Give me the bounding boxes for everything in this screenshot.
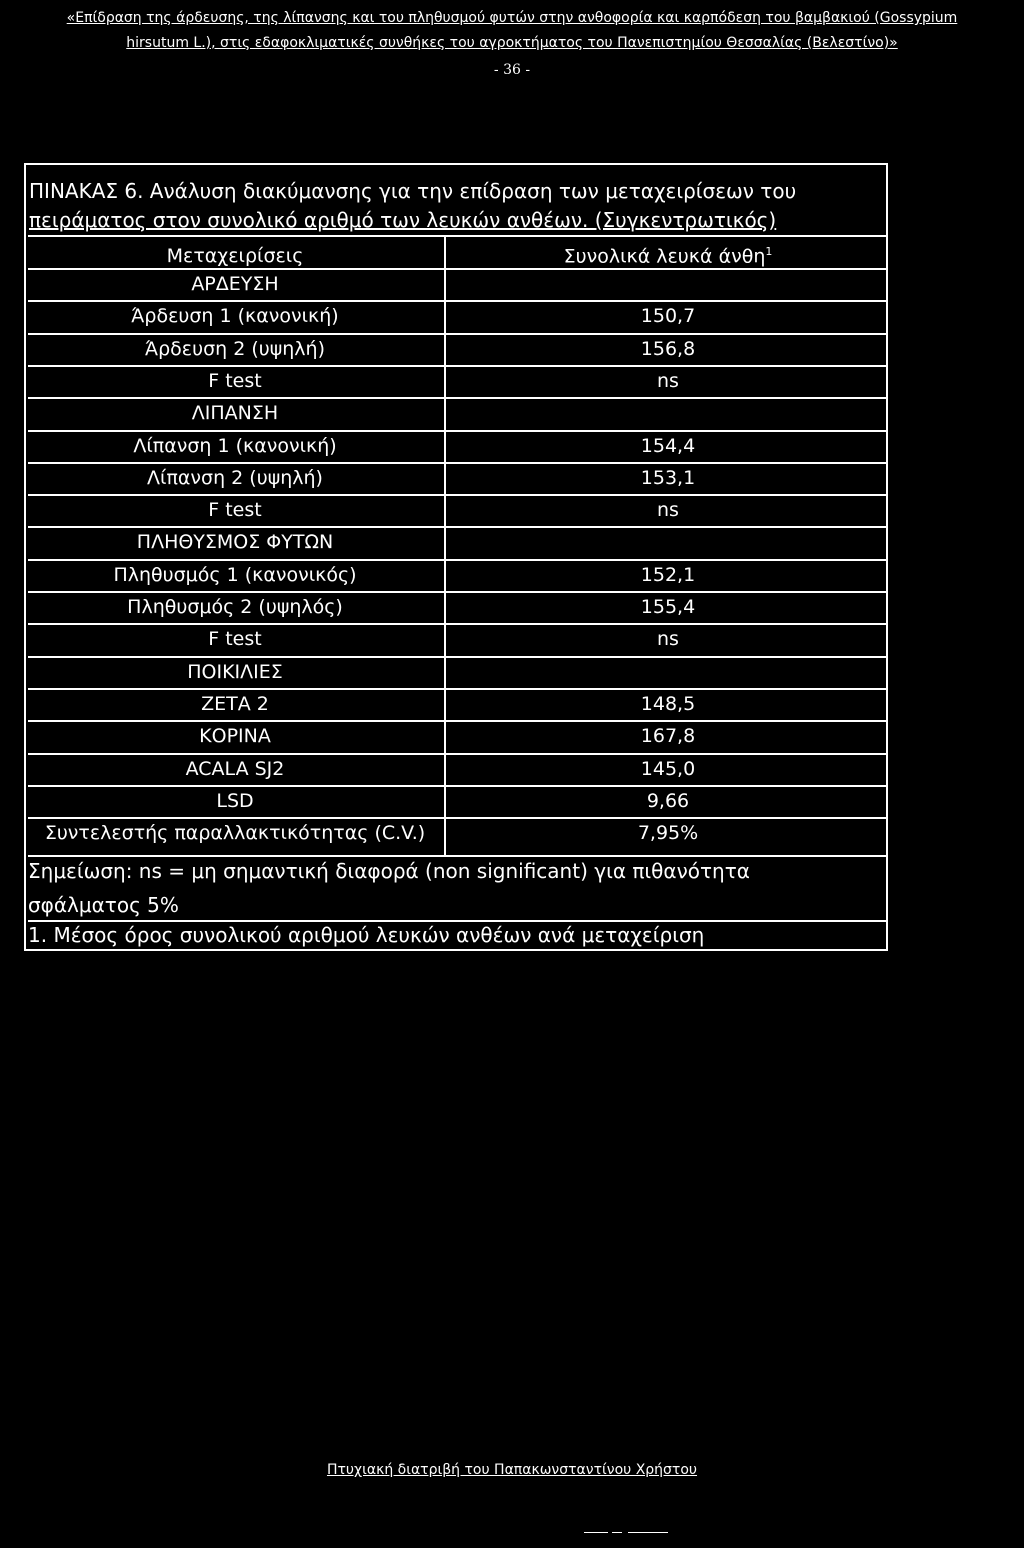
row-divider	[28, 591, 888, 593]
treatment-label: Άρδευση 2 (υψηλή)	[144, 337, 326, 360]
note-divider	[28, 920, 888, 922]
total-flowers-value: 156,8	[640, 337, 696, 360]
total-flowers-value: ns	[657, 499, 679, 522]
treatment-label: ΚΟΡΙΝΑ	[199, 725, 271, 748]
table-bottom-rule	[28, 855, 888, 857]
table-title-line-2: πειράματος στον συνολικό αριθμό των λευκών ανθέων. (Συγκεντρωτικός)	[29, 208, 777, 232]
treatment-label: Συντελεστής παραλλακτικότητας (C.V.)	[44, 822, 426, 845]
total-flowers-value: 154,4	[640, 434, 696, 457]
row-divider	[28, 526, 888, 528]
row-divider	[28, 300, 888, 302]
row-divider	[28, 397, 888, 399]
table-title-line-1: ΠΙΝΑΚΑΣ 6. Ανάλυση διακύμανσης για την επίδραση των μεταχειρίσεων του	[29, 179, 797, 203]
running-header-line-2: hirsutum L.), στις εδαφοκλιματικές συνθήκες του αγροκτήματος του Πανεπιστημίου Θεσσαλίας (Βελεστίνο)»	[126, 35, 898, 51]
column-header-treatments: Μεταχειρίσεις	[166, 245, 304, 267]
treatment-label: Λίπανση 2 (υψηλή)	[147, 466, 323, 489]
row-divider	[28, 688, 888, 690]
footer-dash	[612, 1532, 622, 1533]
total-flowers-value: ns	[657, 369, 679, 392]
treatment-label: LSD	[216, 789, 254, 812]
treatment-label: ACALA SJ2	[185, 757, 285, 780]
total-flowers-value: 155,4	[640, 596, 696, 618]
treatment-label: ΖΕΤΑ 2	[201, 692, 269, 715]
total-flowers-value: 145,0	[640, 757, 696, 780]
row-divider	[28, 623, 888, 625]
row-divider	[28, 817, 888, 819]
note-line-1: Σημείωση: ns = μη σημαντική διαφορά (non significant) για πιθανότητα	[28, 859, 750, 883]
treatment-label: Λίπανση 1 (κανονική)	[133, 434, 337, 457]
footer-dash	[584, 1532, 608, 1533]
treatment-label: Πληθυσμός 1 (κανονικός)	[113, 563, 357, 586]
total-flowers-value: 148,5	[640, 692, 696, 715]
row-divider	[28, 656, 888, 658]
footnote-marker: 1	[765, 245, 773, 258]
row-divider	[28, 462, 888, 464]
row-divider	[28, 365, 888, 367]
treatment-label: Άρδευση 1 (κανονική)	[131, 305, 339, 328]
total-flowers-value: 9,66	[646, 789, 690, 812]
treatment-label: ΠΛΗΘΥΣΜΟΣ ΦΥΤΩΝ	[136, 531, 334, 554]
treatment-label: Πληθυσμός 2 (υψηλός)	[127, 596, 343, 618]
treatment-label: F test	[208, 499, 262, 522]
total-flowers-value: ns	[657, 628, 679, 651]
total-flowers-value: 152,1	[640, 563, 696, 586]
footnote: 1. Μέσος όρος συνολικού αριθμού λευκών ανθέων ανά μεταχείριση	[28, 923, 705, 947]
row-divider	[28, 720, 888, 722]
treatment-label: ΠΟΙΚΙΛΙΕΣ	[187, 660, 283, 683]
row-divider	[28, 785, 888, 787]
row-divider	[28, 268, 888, 270]
treatment-label: F test	[208, 628, 262, 651]
row-divider	[28, 333, 888, 335]
page-number: - 36 -	[493, 62, 531, 78]
treatment-label: F test	[208, 369, 262, 392]
column-header-total-text: Συνολικά λευκά άνθη	[563, 245, 766, 268]
row-divider	[28, 559, 888, 561]
total-flowers-value: 150,7	[640, 305, 696, 328]
row-divider	[28, 753, 888, 755]
anova-table	[24, 163, 888, 951]
note-line-2: σφάλματος 5%	[28, 893, 179, 917]
total-flowers-value: 167,8	[640, 725, 696, 748]
running-header-line-1: «Επίδραση της άρδευσης, της λίπανσης και του πληθυσμού φυτών στην ανθοφορία και καρπόδεση του βαμβακιού (Gossypium	[66, 10, 958, 26]
total-flowers-value: 153,1	[640, 466, 696, 489]
row-divider	[28, 494, 888, 496]
title-divider	[28, 235, 888, 237]
footer-dash	[628, 1532, 668, 1533]
column-header-total	[446, 245, 890, 267]
treatment-label: ΛΙΠΑΝΣΗ	[191, 402, 279, 425]
total-flowers-value: 7,95%	[637, 822, 699, 845]
row-divider	[28, 430, 888, 432]
treatment-label: ΑΡΔΕΥΣΗ	[191, 273, 279, 295]
footer: Πτυχιακή διατριβή του Παπακωνσταντίνου Χρήστου	[326, 1462, 698, 1478]
